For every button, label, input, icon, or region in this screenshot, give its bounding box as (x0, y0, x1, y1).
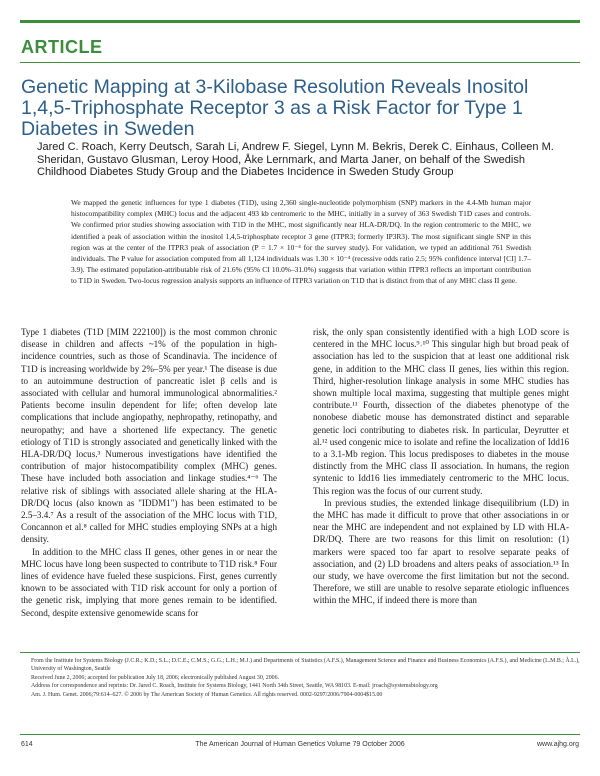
body-column-right (313, 326, 569, 607)
received-note: Received June 2, 2006; accepted for publication July 18, 2006; electronically published August 30, 2006. (31, 674, 280, 681)
abstract: We mapped the genetic influences for type 1 diabetes (T1D), using 2,360 single-nucleotide polymorphism (SNP) markers in the 4.4-Mb human major histocompatibility complex (MHC) locus and the adjacent 493 kb centromeric to the MHC, initially in a survey of 363 Swedish T1D cases and controls. We confirmed prior studies showing association with T1D in the MHC, most significantly near HLA-DR/DQ. In the region centromeric to the MHC, we identified a peak of association within the inositol 1,4,5-triphosphate receptor 3 gene (ITPR3; formerly IP3R3). The most significant single SNP in this region was at the center of the ITPR3 peak of association (P = 1.7 × 10⁻⁴ for the survey study). For validation, we typed an additional 761 Swedish individuals. The P value for association computed from all 1,124 individuals was 1.30 × 10⁻⁴ (recessive odds ratio 2.5; 95% confidence interval [CI] 1.7–3.9). The estimated population-attributable risk of 21.6% (95% CI 10.0%–31.0%) suggests that variation within ITPR3 reflects an important contribution to T1D in Sweden. Two-locus regression analysis supports an influence of ITPR3 variation on T1D that is distinct from that of any MHC class II gene. (71, 198, 531, 286)
paragraph: Type 1 diabetes (T1D [MIM 222100]) is the most common chronic disease in children and affects ~1% of the population in high-incidence countries, such as those of Scandinavia. The incidence of T1D is increasing worldwide by 2%–5% per year.¹ The disease is due to an autoimmune destruction of pancreatic islet β cells and is associated with cellular and humoral immunological abnormalities.² Patients become insulin dependent for life; often develop late complications that include angiopathy, nephropathy, retinopathy, and neuropathy; and have a shortened life expectancy. The genetic etiology of T1D is strongly associated and genetically linked with the HLA-DR/DQ locus.³ Numerous investigations have identified the contribution of major histocompatibility complex (MHC) genes. These have included both association and linkage studies.⁴⁻⁶ The relative risk of siblings with associated allele sharing at the HLA-DR/DQ locus (also known as "IDDM1") has been estimated to be 2.5–3.4.⁷ As a result of the association of the MHC locus with T1D, Concannon et al.⁸ called for MHC studies employing SNPs at a high density. (21, 327, 277, 545)
header-rule (20, 62, 580, 63)
citation-note: Am. J. Hum. Genet. 2006;79:614–627. © 2006 by The American Society of Human Genetics. All rights reserved. 0002-9297/2006/7904-0004$15.00 (31, 691, 383, 698)
paragraph: In previous studies, the extended linkage disequilibrium (LD) in the MHC has made it difficult to prove that other associations in or near the MHC are independent and not explained by LD with HLA-DR/DQ. There are two reasons for this limit on resolution: (1) markers were spaced too far apart to resolve separate peaks of association, and (2) LD broadens and alters peaks of association.¹³ In our study, we have overcome the first limitation but not the second. Therefore, we still are unable to resolve separate etiologic influences within the MHC, if indeed there is more than (313, 497, 569, 606)
body-column-left (21, 326, 277, 619)
author-list: Jared C. Roach, Kerry Deutsch, Sarah Li, Andrew F. Siegel, Lynn M. Bekris, Derek C. Einhaus, Colleen M. Sheridan, Gustavo Glusman, Leroy Hood, Åke Lernmark, and Marta Janer, on behalf of the Swedish Childhood Diabetes Study Group and the Diabetes Incidence in Sweden Study Group (37, 141, 554, 179)
footnotes (21, 657, 581, 699)
paragraph: risk, the only span consistently identified with a high LOD score is centered in the MHC locus.⁹˒¹⁰ This singular high but broad peak of association has led to the suspicion that at least one additional risk gene, in addition to the MHC class II genes, lies within this region. Third, higher-resolution linkage analysis in some MHC studies has shown multiple local maxima, suggesting that multiple genes might contribute.¹¹ Fourth, dissection of the diabetes phenotype of the nonobese diabetic mouse has demonstrated distinct and separable genetic loci contributing to diabetes risk. In particular, Deyrutter et al.¹² used congenic mice to isolate and refine the localization of Idd16 to a 3.1-Mb region. This locus predisposes to diabetes in the mouse distinctly from the MHC class II association. In humans, the region syntenic to Idd16 lies immediately centromeric to the MHC locus. This region was the focus of our current study. (313, 327, 569, 496)
section-label: ARTICLE (21, 37, 103, 57)
footnote-rule (20, 652, 580, 653)
article-title: Genetic Mapping at 3-Kilobase Resolution Reveals Inositol 1,4,5-Triphosphate Receptor 3 as a Risk Factor for Type 1 Diabetes in Sweden (21, 76, 529, 140)
top-color-bar (20, 20, 580, 23)
page-number: 614 (21, 741, 33, 748)
correspondence-note: Address for correspondence and reprints: Dr. Jared C. Roach, Institute for Systems Biology, 1441 North 34th Street, Seattle, WA 98103. E-mail: jroach@systemsbiology.org (31, 683, 438, 690)
affiliation-note: From the Institute for Systems Biology (J.C.R.; K.D.; S.L.; D.C.E.; C.M.S.; G.G.; L.H.; M.J.) and Departments of Statistics (A.F.S.), Management Science and Finance and Business Economics (A.F.S.), and Medicine (L.M.B.; Å.L.), University of Washington, Seattle (31, 658, 580, 673)
journal-url: www.ajhg.org (536, 741, 579, 748)
journal-info: The American Journal of Human Genetics Volume 79 October 2006 (195, 741, 405, 748)
paragraph: In addition to the MHC class II genes, other genes in or near the MHC locus have long been suspected to contribute to T1D risk.⁸ Four lines of evidence have fueled these suspicions. First, genes currently known to be associated with T1D risk account for only a portion of the genetic risk, implying that more genes remain to be identified. Second, despite extensive genomewide scans for (21, 546, 277, 618)
footer-rule (20, 734, 580, 735)
